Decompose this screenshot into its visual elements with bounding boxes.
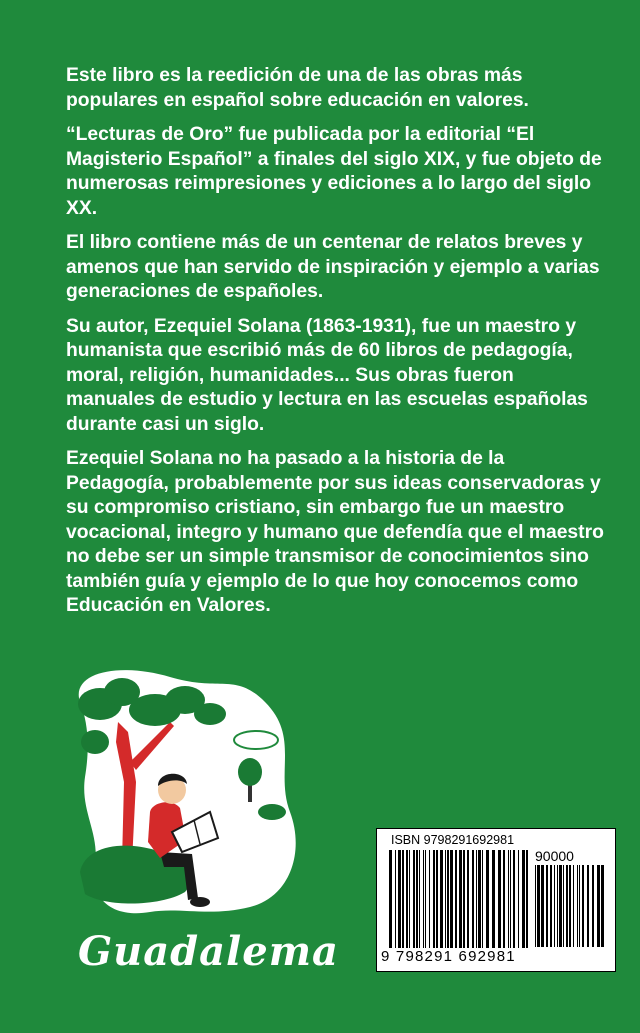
- isbn-barcode: [376, 828, 616, 972]
- barcode-bar: [436, 850, 438, 948]
- price-code: 90000: [535, 848, 574, 864]
- barcode-bar: [522, 850, 525, 948]
- barcode-bar: [425, 850, 426, 948]
- barcode-bar: [510, 850, 511, 948]
- barcode-bar: [402, 850, 404, 948]
- barcode-bar: [554, 865, 555, 947]
- barcode-bar: [445, 850, 446, 948]
- barcode-bar: [389, 850, 392, 948]
- addon-bars: [535, 865, 607, 947]
- barcode-bar: [563, 865, 564, 947]
- barcode-bar: [467, 850, 469, 948]
- barcode-bar: [440, 850, 443, 948]
- barcode-bar: [559, 865, 562, 947]
- barcode-bar: [472, 850, 474, 948]
- barcode-bar: [398, 850, 401, 948]
- barcode-bar: [577, 865, 578, 947]
- barcode-bar: [416, 850, 418, 948]
- barcode-bar: [546, 865, 548, 947]
- barcode-bar: [476, 850, 477, 948]
- barcode-bar: [569, 865, 571, 947]
- blurb-paragraph-4: Su autor, Ezequiel Solana (1863-1931), fue un maestro y humanista que escribió más de 60 libros de pedagogía, moral, religión, humanidades... Sus obras fueron manuales de estudio y lectura en las escuelas españolas durante casi un siglo.: [66, 315, 588, 435]
- barcode-bar: [423, 850, 424, 948]
- barcode-bar: [433, 850, 435, 948]
- barcode-bar: [406, 850, 408, 948]
- barcode-bar: [557, 865, 558, 947]
- ean-bars: [389, 850, 531, 948]
- barcode-bar: [518, 850, 519, 948]
- barcode-bar: [498, 850, 501, 948]
- barcode-bar: [592, 865, 594, 947]
- barcode-bar: [463, 850, 465, 948]
- publisher-logo-illustration: [60, 662, 310, 942]
- isbn-label: ISBN 9798291692981: [391, 833, 515, 847]
- barcode-bar: [478, 850, 481, 948]
- barcode-bar: [447, 850, 449, 948]
- barcode-bar: [513, 850, 515, 948]
- publisher-name: Guadalema: [78, 928, 339, 975]
- barcode-bar: [503, 850, 505, 948]
- barcode-bar: [573, 865, 574, 947]
- blurb-paragraph-2: “Lecturas de Oro” fue publicada por la editorial “El Magisterio Español” a finales del siglo XIX, y fue objeto de numerosas reimpresiones y ediciones a lo largo del siglo XX.: [66, 124, 602, 219]
- barcode-bar: [535, 865, 536, 947]
- barcode-bar: [429, 850, 430, 948]
- barcode-bar: [419, 850, 420, 948]
- barcode-bar: [566, 865, 568, 947]
- barcode-bar: [492, 850, 495, 948]
- barcode-bar: [597, 865, 600, 947]
- ean-digits: 9 798291 692981: [381, 948, 516, 965]
- barcode-bar: [482, 850, 483, 948]
- barcode-bar: [395, 850, 396, 948]
- barcode-bar: [459, 850, 462, 948]
- barcode-bar: [601, 865, 604, 947]
- barcode-bar: [579, 865, 580, 947]
- barcode-bar: [582, 865, 584, 947]
- barcode-bar: [508, 850, 509, 948]
- barcode-bar: [486, 850, 489, 948]
- barcode-bar: [550, 865, 552, 947]
- back-cover-blurb: [66, 64, 606, 629]
- barcode-bar: [587, 865, 589, 947]
- barcode-bar: [455, 850, 457, 948]
- barcode-bar: [450, 850, 453, 948]
- blurb-paragraph-3: El libro contiene más de un centenar de relatos breves y amenos que han servido de inspiración y ejemplo a varias generaciones de españoles.: [66, 232, 600, 302]
- barcode-bar: [541, 865, 544, 947]
- blurb-paragraph-5: Ezequiel Solana no ha pasado a la historia de la Pedagogía, probablemente por sus ideas conservadoras y su compromiso cristiano, sin embargo fue un maestro vocacional, integro y humano que defendía que el maestro no debe ser un simple transmisor de conocimientos sino también guía y ejemplo de lo que hoy conocemos como Educación en Valores.: [66, 448, 604, 616]
- blurb-paragraph-1: Este libro es la reedición de una de las obras más populares en español sobre educación en valores.: [66, 65, 529, 111]
- barcode-bar: [409, 850, 410, 948]
- barcode-bar: [537, 865, 540, 947]
- barcode-bar: [526, 850, 528, 948]
- barcode-bar: [413, 850, 415, 948]
